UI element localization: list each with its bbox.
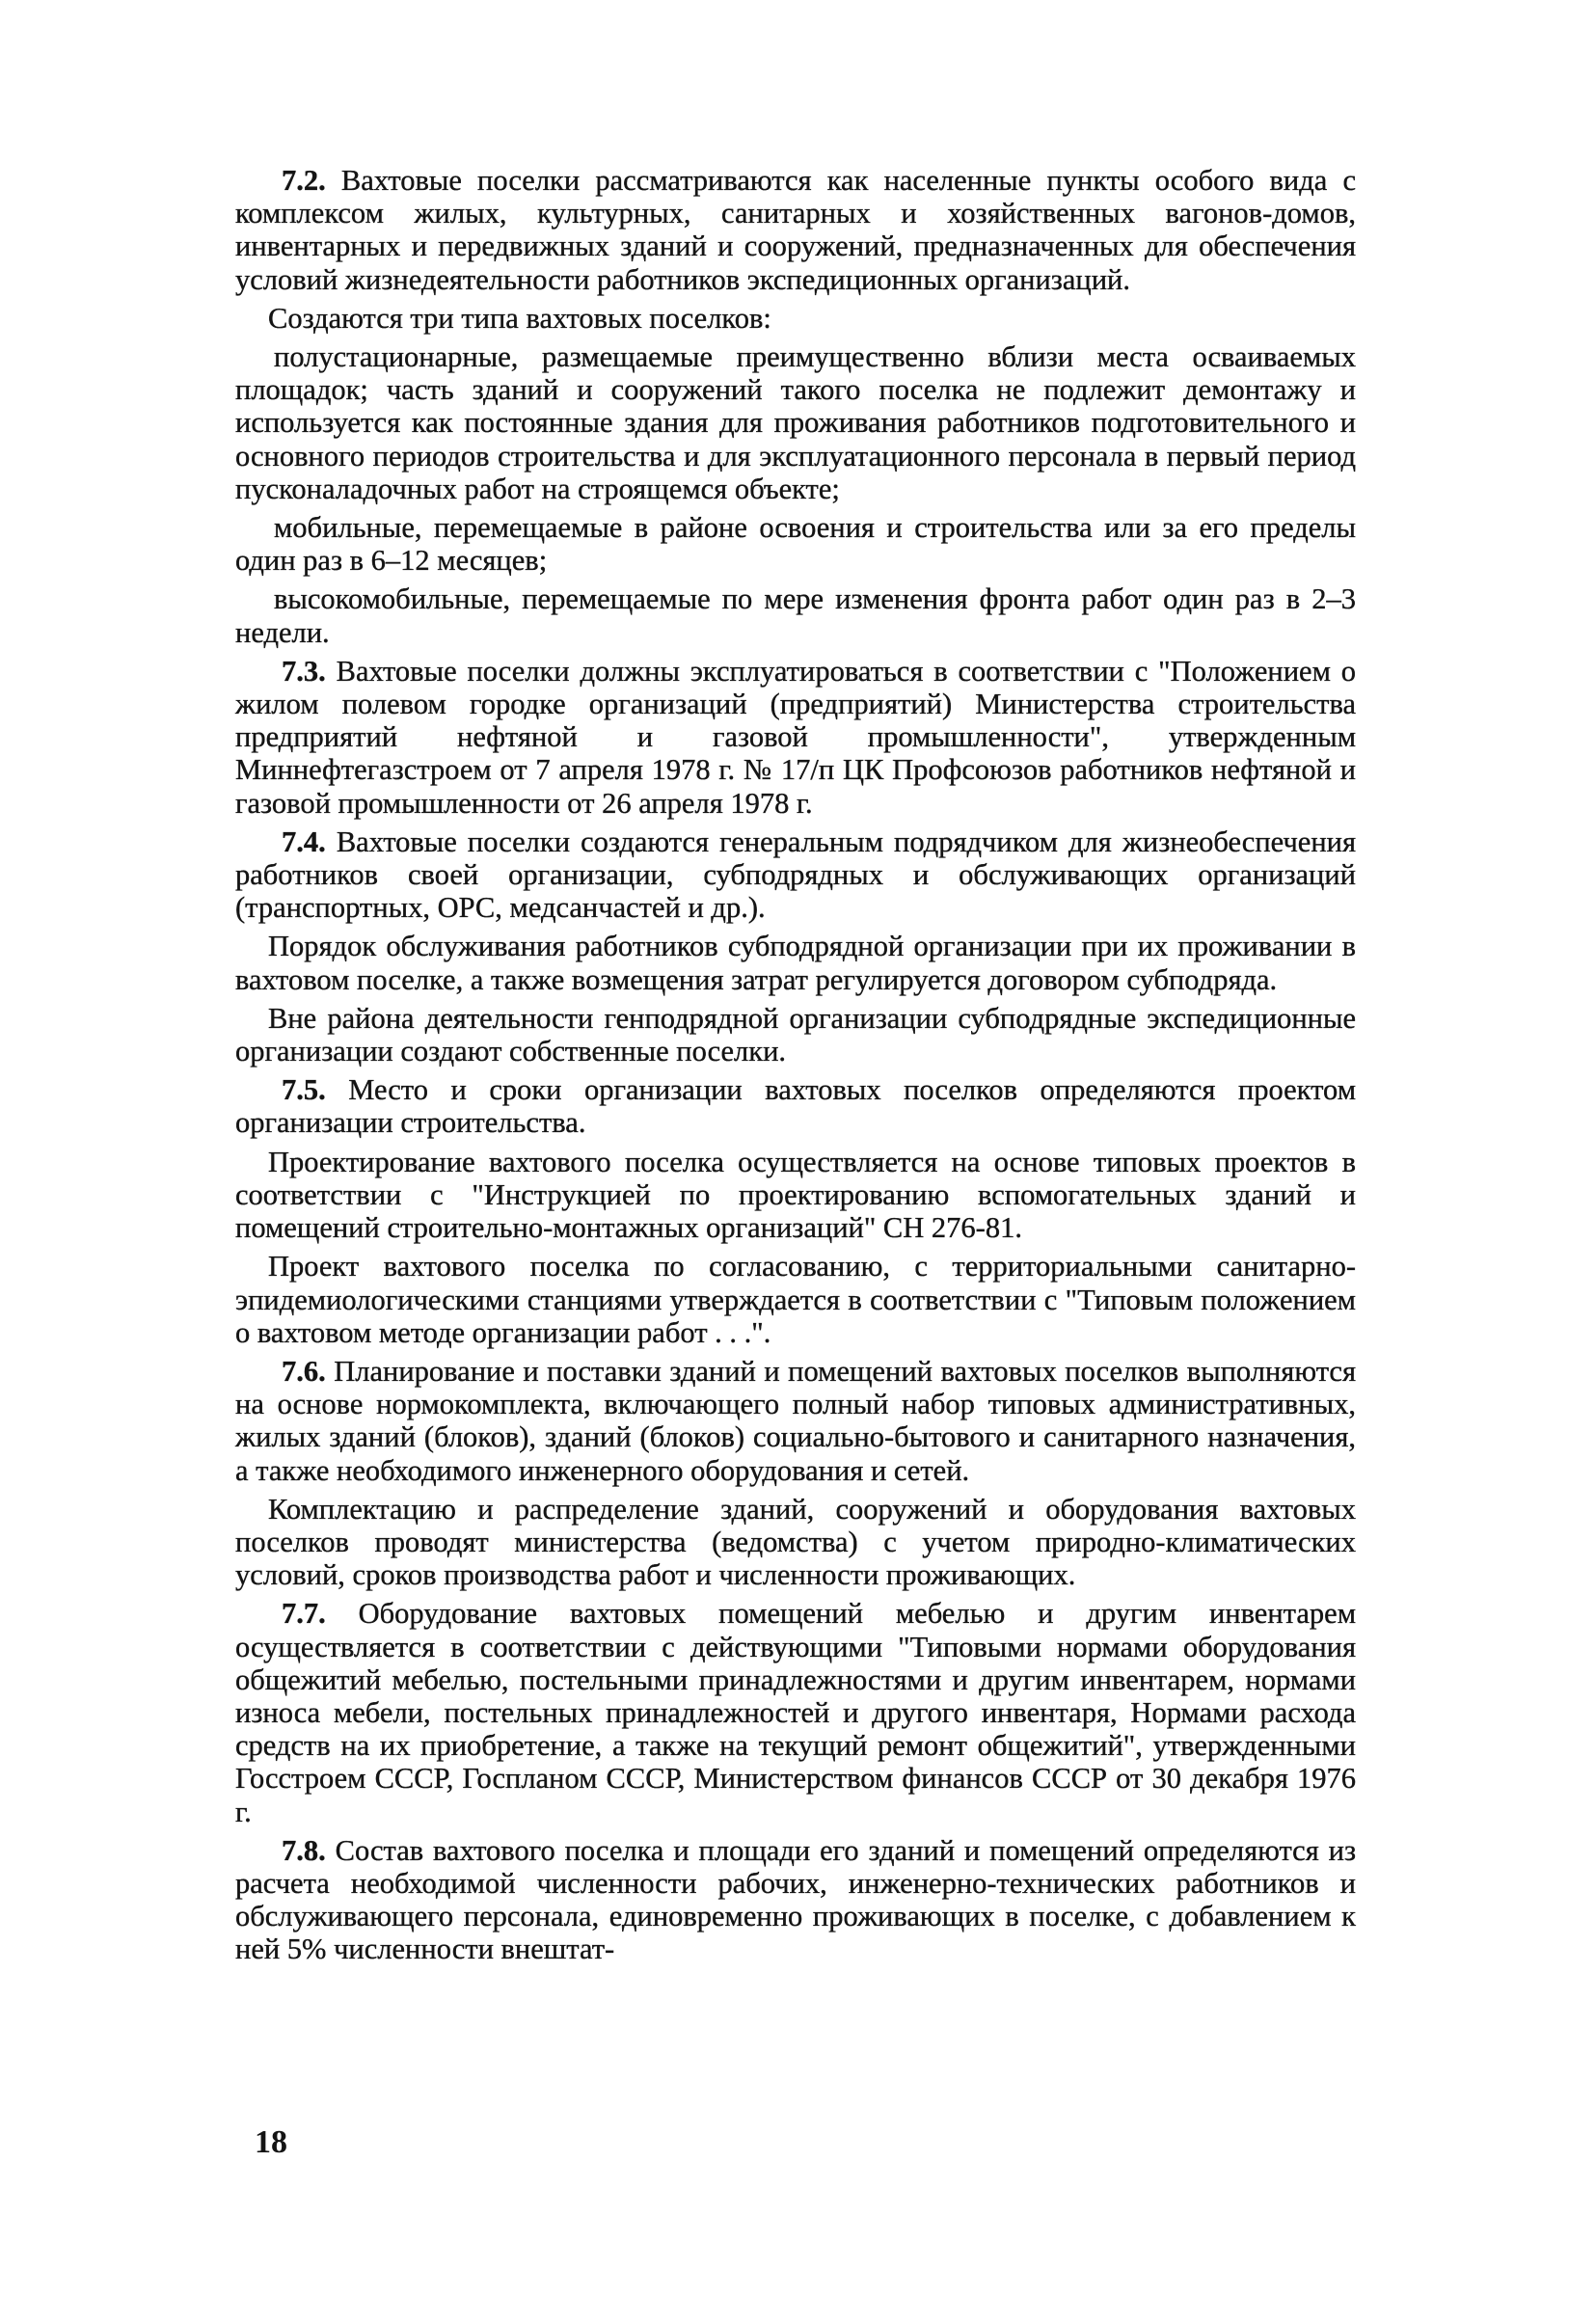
paragraph-7-4 [235, 825, 1356, 925]
paragraph-text: полустационарные, размещаемые преимущественно вблизи места осваиваемых площадок; часть зданий и сооружений такого поселка не подлежит демонтажу и используется как постоянные здания для проживания работников подготовительного и основного периодов строительства и для эксплуатационного персонала в первый период пусконаладочных работ на строящемся объекте; [235, 340, 1356, 505]
paragraph-types-intro [235, 302, 1356, 335]
paragraph-text: Вахтовые поселки создаются генеральным подрядчиком для жизнеобеспечения работников своей организации, субподрядных и обслуживающих организаций (транспортных, ОРС, медсанчастей и др.). [235, 824, 1356, 925]
paragraph-text: мобильные, перемещаемые в районе освоения и строительства или за его пределы один раз в 6–12 месяцев; [235, 511, 1356, 578]
section-number: 7.8. [282, 1833, 326, 1867]
paragraph-text: Проектирование вахтового поселка осуществляется на основе типовых проектов в соответствии с "Инструкцией по проектированию вспомогательных зданий и помещений строительно-монтажных организаций" СН 276-81. [235, 1145, 1356, 1245]
paragraph-text: Планирование и поставки зданий и помещений вахтовых поселков выполняются на основе нормокомплекта, включающего полный набор типовых административных, жилых зданий (блоков), зданий (блоков) социально-бытового и санитарного назначения, а также необходимого инженерного оборудования и сетей. [235, 1354, 1356, 1487]
paragraph-project-approval [235, 1250, 1356, 1349]
list-item-highly-mobile [235, 582, 1356, 648]
page-number: 18 [255, 2124, 287, 2160]
list-item-mobile [235, 511, 1356, 577]
paragraph-text: Оборудование вахтовых помещений мебелью и другим инвентарем осуществляется в соответствии с действующими "Типовыми нормами оборудования общежитий мебелью, постельными принадлежностями и другим инвентарем, нормами износа мебели, постельных принадлежностей и другого инвентаря, Нормами расхода средств на их приобретение, а также на текущий ремонт общежитий", утвержденными Госстроем СССР, Госпланом СССР, Министерством финансов СССР от 30 декабря 1976 г. [235, 1597, 1356, 1828]
paragraph-7-8 [235, 1834, 1356, 1966]
section-number: 7.7. [282, 1597, 326, 1631]
paragraph-outside-region [235, 1002, 1356, 1067]
section-number: 7.2. [282, 164, 326, 197]
section-number: 7.5. [282, 1073, 326, 1107]
section-number: 7.4. [282, 824, 326, 858]
paragraph-design [235, 1146, 1356, 1245]
paragraph-7-2 [235, 164, 1356, 296]
paragraph-text: Вахтовые поселки рассматриваются как населенные пункты особого вида с комплексом жилых, культурных, санитарных и хозяйственных вагонов-домов, инвентарных и передвижных зданий и сооружений, предназначенных для обеспечения условий жизнедеятельности работников экспедиционных организаций. [235, 164, 1356, 296]
list-item-semi-stationary [235, 340, 1356, 505]
paragraph-text: Вне района деятельности генподрядной организации субподрядные экспедиционные организации создают собственные поселки. [235, 1001, 1356, 1068]
section-number: 7.3. [282, 654, 326, 688]
paragraph-7-5 [235, 1073, 1356, 1139]
paragraph-text: Комплектацию и распределение зданий, сооружений и оборудования вахтовых поселков проводят министерства (ведомства) с учетом природно-климатических условий, сроков производства работ и численности проживающих. [235, 1492, 1356, 1592]
paragraph-text: Вахтовые поселки должны эксплуатироваться в соответствии с "Положением о жилом полевом городке организаций (предприятий) Министерства строительства предприятий нефтяной и газовой промышленности", утвержденным Миннефтегазстроем от 7 апреля 1978 г. № 17/п ЦК Профсоюзов работников нефтяной и газовой промышленности от 26 апреля 1978 г. [235, 654, 1356, 820]
paragraph-text: высокомобильные, перемещаемые по мере изменения фронта работ один раз в 2–3 недели. [235, 582, 1356, 649]
paragraph-7-3 [235, 655, 1356, 820]
paragraph-text: Порядок обслуживания работников субподрядной организации при их проживании в вахтовом поселке, а также возмещения затрат регулируется договором субподряда. [235, 930, 1356, 996]
paragraph-text: Создаются три типа вахтовых поселков: [268, 301, 771, 335]
document-body [235, 164, 1356, 1972]
paragraph-7-7 [235, 1597, 1356, 1827]
paragraph-text: Место и сроки организации вахтовых поселков определяются проектом организации строительства. [235, 1073, 1356, 1140]
paragraph-completion [235, 1493, 1356, 1592]
paragraph-7-6 [235, 1355, 1356, 1487]
paragraph-subcontract-service [235, 930, 1356, 995]
section-number: 7.6. [282, 1354, 326, 1388]
paragraph-text: Состав вахтового поселка и площади его зданий и помещений определяются из расчета необходимой численности рабочих, инженерно-технических работников и обслуживающего персонала, единовременно проживающих в поселке, с добавлением к ней 5% численности внештат- [235, 1833, 1356, 1966]
paragraph-text: Проект вахтового поселка по согласованию, с территориальными санитарно-эпидемиологическими станциями утверждается в соответствии с "Типовым положением о вахтовом методе организации работ . . .". [235, 1250, 1356, 1349]
